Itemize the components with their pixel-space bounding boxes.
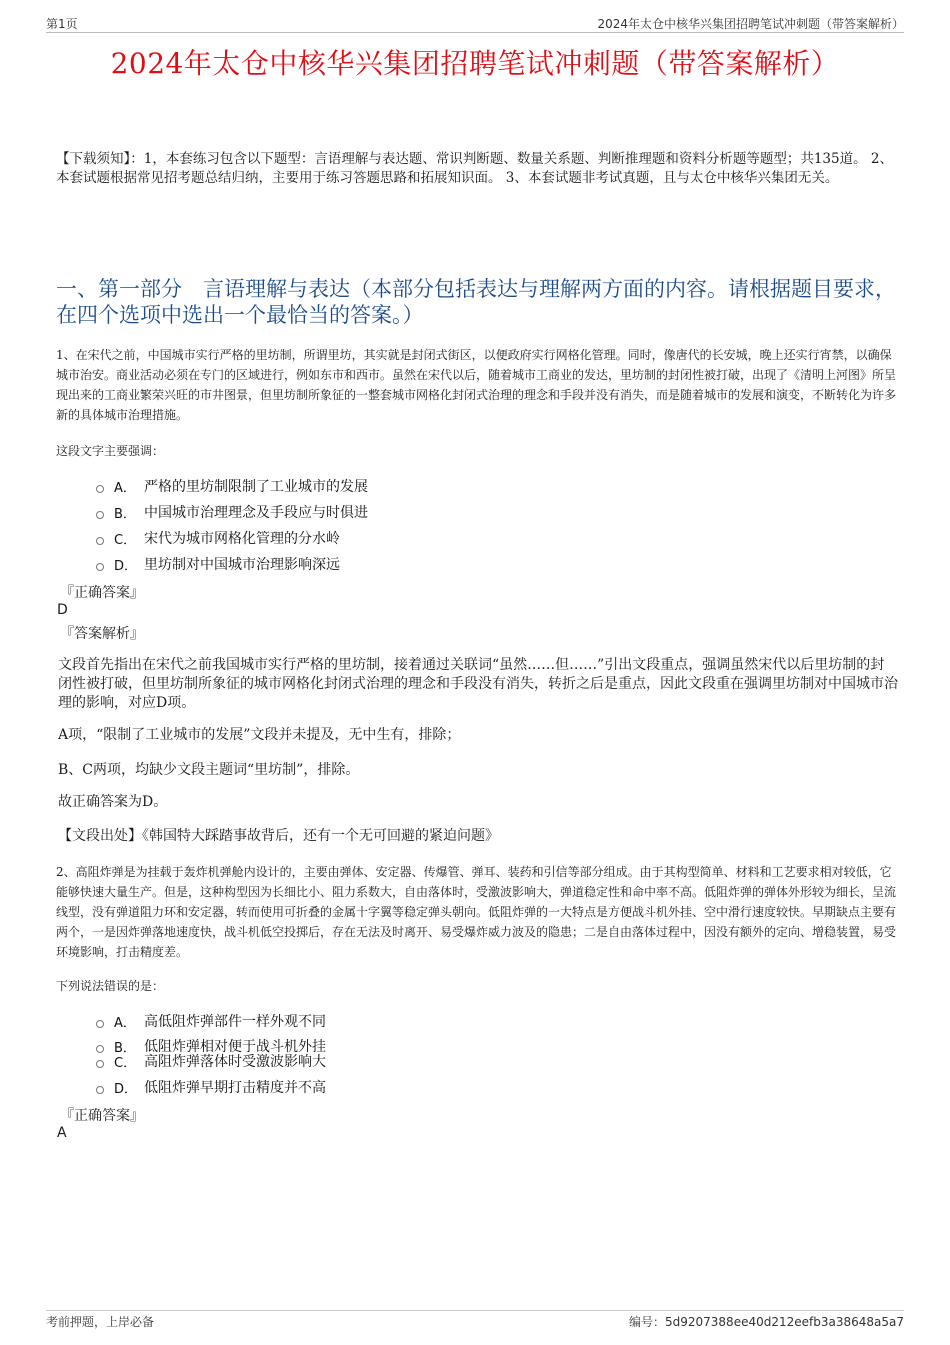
radio-icon[interactable] <box>96 563 104 571</box>
document-id: 编号：5d9207388ee40d212eefb3a38648a5a7 <box>629 1315 904 1329</box>
header-doc-title: 2024年太仓中核华兴集团招聘笔试冲刺题（带答案解析） <box>597 17 904 31</box>
radio-icon[interactable] <box>96 1060 104 1068</box>
analysis-paragraph: B、C两项，均缺少文段主题词“里坊制”，排除。 <box>58 762 360 778</box>
question-1-option-c[interactable] <box>96 528 340 548</box>
option-text: 低阻炸弹相对便于战斗机外挂 <box>144 1039 326 1055</box>
option-text: 严格的里坊制限制了工业城市的发展 <box>144 479 368 495</box>
source-citation: 【文段出处】《韩国特大踩踏事故背后，还有一个无可回避的紧迫问题》 <box>58 828 499 844</box>
footer-slogan: 考前押题，上岸必备 <box>46 1315 155 1329</box>
section-heading: 一、第一部分 言语理解与表达（本部分包括表达与理解两方面的内容。请根据题目要求，在四个选项中选出一个最恰当的答案。） <box>56 277 896 327</box>
option-text: 低阻炸弹早期打击精度并不高 <box>144 1080 326 1096</box>
correct-answer-value: A <box>57 1125 67 1141</box>
page-number: 第1页 <box>46 17 78 31</box>
question-2-option-c[interactable] <box>96 1051 326 1071</box>
option-letter: B． <box>114 506 136 522</box>
analysis-paragraph: A项，“限制了工业城市的发展”文段并未提及，无中生有，排除； <box>58 727 461 743</box>
option-text: 宋代为城市网格化管理的分水岭 <box>144 531 340 547</box>
option-text: 高阻炸弹落体时受激波影响大 <box>144 1054 326 1070</box>
option-letter: C． <box>114 1055 137 1071</box>
analysis-paragraph: 文段首先指出在宋代之前我国城市实行严格的里坊制，接着通过关联词“虽然……但……”引出文段重点，强调虽然宋代以后里坊制的封闭性被打破，但里坊制所象征的城市网格化封闭式治理的理念和手段没有消失，转折之后是重点，因此文段重在强调里坊制对中国城市治理的影响，对应D项。 <box>58 657 898 711</box>
correct-answer-label: 『正确答案』 <box>60 585 144 601</box>
option-text: 中国城市治理理念及手段应与时俱进 <box>144 505 368 521</box>
question-2-prompt: 下列说法错误的是： <box>56 979 165 993</box>
question-2-option-d[interactable] <box>96 1077 326 1097</box>
question-1-prompt: 这段文字主要强调： <box>56 444 165 458</box>
radio-icon[interactable] <box>96 537 104 545</box>
radio-icon[interactable] <box>96 511 104 519</box>
option-letter: D． <box>114 558 138 574</box>
question-1-passage: 1、在宋代之前，中国城市实行严格的里坊制，所谓里坊，其实就是封闭式街区，以便政府实行网格化管理。同时，像唐代的长安城，晚上还实行宵禁，以确保城市治安。商业活动必须在专门的区域进行，例如东市和西市。虽然在宋代以后，随着城市工商业的发达，里坊制的封闭性被打破，出现了《清明上河图》所呈现出来的工商业繁荣兴旺的市井图景，但里坊制所象征的一整套城市网格化封闭式治理的理念和手段并没有消失，而是随着城市的发展和演变，不断转化为许多新的具体城市治理措施。 <box>56 348 897 422</box>
option-text: 里坊制对中国城市治理影响深远 <box>144 557 340 573</box>
question-1-option-a[interactable] <box>96 476 368 496</box>
document-title: 2024年太仓中核华兴集团招聘笔试冲刺题（带答案解析） <box>110 47 840 80</box>
question-2-option-a[interactable] <box>96 1011 326 1031</box>
option-letter: B． <box>114 1040 136 1056</box>
analysis-conclusion: 故正确答案为D。 <box>58 794 168 810</box>
option-letter: D． <box>114 1081 138 1097</box>
option-text: 高低阻炸弹部件一样外观不同 <box>144 1014 326 1030</box>
question-1-option-b[interactable] <box>96 502 368 522</box>
radio-icon[interactable] <box>96 485 104 493</box>
radio-icon[interactable] <box>96 1020 104 1028</box>
radio-icon[interactable] <box>96 1086 104 1094</box>
analysis-label: 『答案解析』 <box>60 626 144 642</box>
download-notice: 【下载须知】：1，本套练习包含以下题型：言语理解与表达题、常识判断题、数量关系题、判断推理题和资料分析题等题型；共135道。 2、本套试题根据常见招考题总结归纳，主要用于练习答题思路和拓展知识面。 3、本套试题非考试真题，且与太仓中核华兴集团无关。 <box>56 151 893 186</box>
question-2-passage: 2、高阻炸弹是为挂载于轰炸机弹舱内设计的，主要由弹体、安定器、传爆管、弹耳、装药和引信等部分组成。由于其构型简单、材料和工艺要求相对较低，它能够快速大量生产。但是，这种构型因为长细比小、阻力系数大，自由落体时，受激波影响大，弹道稳定性和命中率不高。低阻炸弹的弹体外形较为细长，呈流线型，没有弹道阻力环和安定器，转而使用可折叠的金属十字翼等稳定弹头朝向。低阻炸弹的一大特点是方便战斗机外挂、空中滑行速度较快。早期缺点主要有两个，一是因炸弹落地速度快，战斗机低空投掷后，存在无法及时离开、易受爆炸威力波及的隐患；二是自由落体过程中，因没有额外的定向、增稳装置，易受环境影响，打击精度差。 <box>56 865 897 959</box>
option-letter: A． <box>114 480 136 496</box>
footer-divider <box>46 1310 904 1311</box>
question-1-option-d[interactable] <box>96 554 340 574</box>
header-divider <box>46 32 904 33</box>
option-letter: A． <box>114 1015 136 1031</box>
correct-answer-value: D <box>57 602 68 618</box>
option-letter: C． <box>114 532 137 548</box>
correct-answer-label: 『正确答案』 <box>60 1108 144 1124</box>
